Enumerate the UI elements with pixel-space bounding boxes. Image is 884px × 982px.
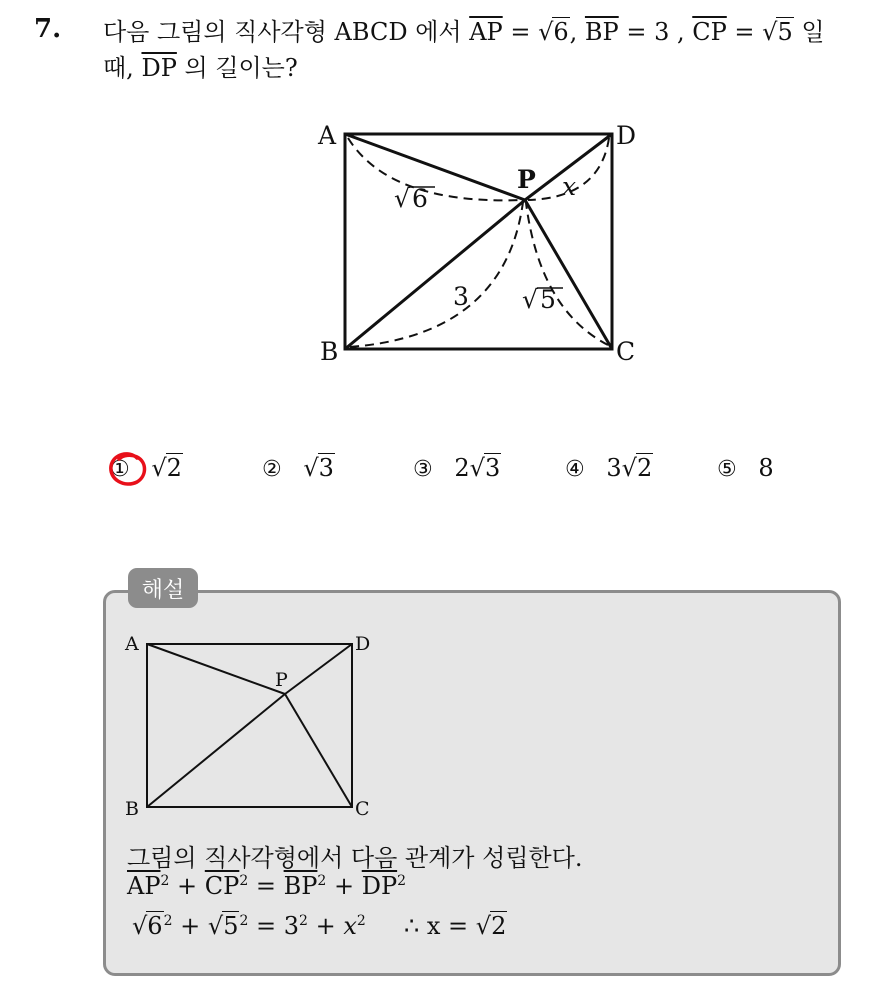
vertex-p-label: P bbox=[517, 165, 536, 194]
brace-ap bbox=[348, 138, 522, 200]
solution-segment-dp bbox=[285, 644, 352, 694]
choice-3-coef: 2 bbox=[454, 454, 470, 482]
choice-4-number: ④ bbox=[565, 457, 585, 482]
question-line2-suffix: 의 길이는? bbox=[184, 54, 298, 82]
segment-bp-label: $\overline{BP}$ bbox=[584, 18, 619, 46]
eq2-plus-2: + bbox=[315, 912, 336, 940]
choice-3[interactable] bbox=[413, 454, 501, 482]
solution-equation-1 bbox=[127, 872, 406, 900]
length-cp-label: √ bbox=[522, 285, 538, 314]
solution-vertex-p: P bbox=[275, 669, 288, 691]
solution-line-1: 그림의 직사각형에서 다음 관계가 성립한다. bbox=[127, 844, 583, 872]
vertex-a-label: A bbox=[318, 121, 337, 150]
solution-segment-bp bbox=[147, 694, 285, 807]
eq1-dp: $\overline{DP}$ bbox=[361, 872, 398, 900]
choice-4[interactable] bbox=[565, 454, 653, 482]
question-number: 7. bbox=[34, 14, 62, 44]
choice-5-number: ⑤ bbox=[717, 457, 737, 482]
eq1-plus: + bbox=[177, 872, 198, 900]
solution-figure bbox=[122, 628, 382, 823]
eq2-sqrt5: √5 bbox=[207, 912, 239, 940]
vertex-d-label: D bbox=[616, 121, 637, 150]
eq2-therefore: ∴ x = bbox=[403, 912, 469, 940]
solution-vertex-b: B bbox=[125, 798, 139, 820]
eq1-equals: = bbox=[255, 872, 276, 900]
eq2-sqrt6: √6 bbox=[132, 912, 163, 940]
question-line2-prefix: 때, bbox=[103, 54, 134, 82]
solution-vertex-c: C bbox=[355, 798, 370, 820]
eq1-dp-exp: 2 bbox=[397, 873, 407, 889]
eq2-rhs: = 3 bbox=[256, 912, 300, 940]
segment-cp-label: $\overline{CP}$ bbox=[692, 18, 727, 46]
eq1-plus-2: + bbox=[333, 872, 355, 900]
solution-vertex-d: D bbox=[355, 633, 371, 655]
choice-1[interactable] bbox=[110, 454, 183, 482]
solution-vertex-a: A bbox=[125, 633, 139, 655]
selected-circle-mark bbox=[107, 450, 151, 488]
choice-4-value: √2 bbox=[621, 454, 653, 482]
length-cp-value: 5 bbox=[540, 285, 556, 314]
solution-tab: 해설 bbox=[128, 568, 198, 608]
answer-choices bbox=[100, 448, 800, 488]
eq2-rhs-exp: 2 bbox=[299, 913, 308, 929]
segment-dp-label: $\overline{DP}$ bbox=[141, 54, 177, 82]
eq2-x-exp: 2 bbox=[356, 913, 366, 929]
eq1-bp-exp: 2 bbox=[317, 873, 327, 889]
eq1-ap-exp: 2 bbox=[160, 873, 170, 889]
cp-equals: = bbox=[734, 18, 755, 46]
eq2-sqrt6-exp: 2 bbox=[163, 913, 173, 929]
choice-3-value: √3 bbox=[469, 454, 501, 482]
length-bp-label: 3 bbox=[453, 282, 469, 311]
choice-2[interactable] bbox=[262, 454, 335, 482]
choice-5-value: 8 bbox=[758, 454, 774, 482]
question-text: 다음 그림의 직사각형 ABCD 에서 $\overline{AP} = √6$, $\overline{BP} = 3$ , $\overline{CP} = √5$ 일 때, $\overline{DP}$ 의 길이는? bbox=[103, 14, 863, 86]
question-line1-prefix: 다음 그림의 직사각형 ABCD 에서 bbox=[103, 18, 462, 46]
eq2-answer: √2 bbox=[475, 912, 507, 940]
length-dp-label: x bbox=[562, 172, 577, 201]
question-line1-suffix: 일 bbox=[801, 18, 825, 46]
eq2-sqrt5-exp: 2 bbox=[239, 913, 249, 929]
eq2-x: x bbox=[343, 912, 357, 940]
vertex-b-label: B bbox=[320, 337, 339, 366]
solution-segment-cp bbox=[285, 694, 352, 807]
solution-equation-2 bbox=[132, 912, 507, 940]
segment-cp bbox=[525, 200, 612, 349]
choice-2-number: ② bbox=[262, 457, 282, 482]
length-ap-value: 6 bbox=[412, 184, 428, 213]
ap-value: √6 bbox=[538, 18, 569, 46]
choice-5[interactable] bbox=[717, 454, 774, 482]
cp-value: √5 bbox=[762, 18, 793, 46]
choice-1-value: √2 bbox=[151, 454, 182, 482]
eq1-cp: $\overline{CP}$ bbox=[204, 872, 240, 900]
bp-equals: = 3 , bbox=[626, 18, 685, 46]
choice-4-coef: 3 bbox=[606, 454, 622, 482]
solution-segment-ap bbox=[147, 644, 285, 694]
eq1-bp: $\overline{BP}$ bbox=[283, 872, 318, 900]
segment-ap-label: $\overline{AP}$ bbox=[469, 18, 503, 46]
choice-3-number: ③ bbox=[413, 457, 433, 482]
eq1-cp-exp: 2 bbox=[239, 873, 249, 889]
choice-1-number: ① bbox=[110, 457, 130, 482]
ap-equals: = bbox=[510, 18, 531, 46]
eq2-plus: + bbox=[180, 912, 201, 940]
segment-ap bbox=[345, 134, 525, 200]
choice-2-value: √3 bbox=[303, 454, 334, 482]
vertex-c-label: C bbox=[616, 337, 636, 366]
rectangle-figure bbox=[300, 110, 660, 380]
eq1-ap: $\overline{AP}$ bbox=[127, 872, 161, 900]
length-ap-label: √ bbox=[394, 184, 410, 213]
